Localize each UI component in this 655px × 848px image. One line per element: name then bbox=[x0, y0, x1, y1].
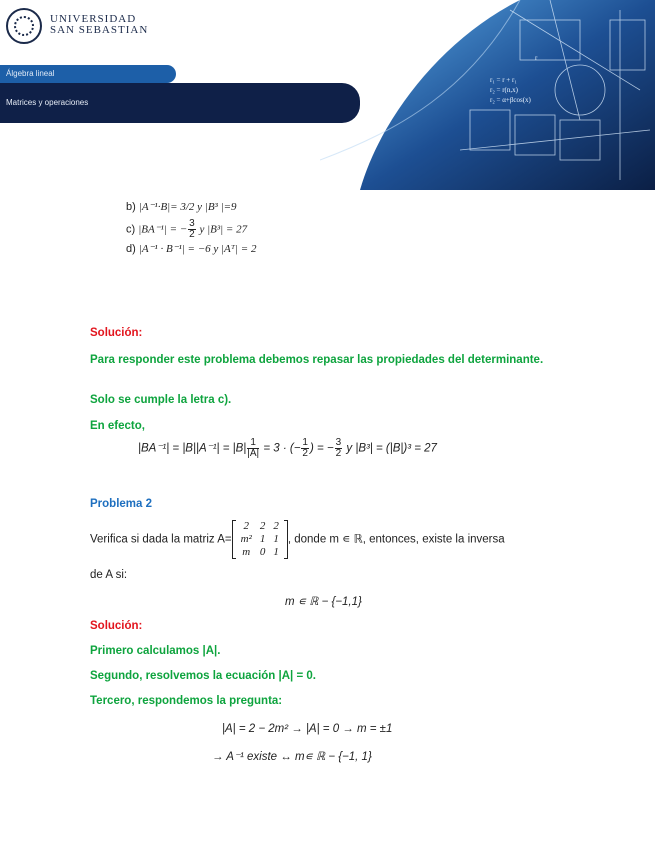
university-name-line1: UNIVERSIDAD bbox=[50, 13, 137, 25]
problem-2-text-after: , donde m ∊ ℝ, entonces, existe la inversa bbox=[287, 533, 505, 546]
page-header bbox=[0, 0, 655, 190]
university-seal-icon bbox=[6, 8, 42, 44]
option-c-expression-start: |BA⁻¹| = − bbox=[138, 223, 188, 236]
option-d bbox=[126, 242, 256, 255]
problem-2-heading: Problema 2 bbox=[90, 498, 152, 510]
matrix-A: 2 2 2 m² 1 1 m 0 1 bbox=[232, 520, 288, 559]
solution-2-step-3: Tercero, respondemos la pregunta: bbox=[90, 695, 283, 707]
problem-2-text-line2: de A si: bbox=[90, 569, 128, 581]
solution-heading-1: Solución: bbox=[90, 327, 143, 339]
svg-text:r: r bbox=[535, 54, 538, 62]
solution-1-paragraph-2: Solo se cumple la letra c). bbox=[90, 394, 232, 406]
option-c-expression-end: y |B³| = 27 bbox=[196, 223, 248, 236]
university-name-line2: SAN SEBASTIAN bbox=[50, 24, 149, 36]
solution-2-step-2: Segundo, resolvemos la ecuación |A| = 0. bbox=[90, 670, 316, 682]
problem-2-statement bbox=[90, 520, 505, 559]
university-logo bbox=[6, 8, 166, 48]
solution-2-equation-1: |A| = 2 − 2m² → |A| = 0 → m = ±1 bbox=[222, 723, 393, 735]
option-b-expression: |A⁻¹·B|= 3/2 y |B³ |=9 bbox=[138, 201, 237, 213]
option-c-label: c) bbox=[126, 223, 136, 236]
svg-text:r₂ = α+βcos(x): r₂ = α+βcos(x) bbox=[490, 96, 531, 104]
svg-text:r₂ = r(n,x): r₂ = r(n,x) bbox=[490, 86, 518, 94]
option-c bbox=[126, 219, 247, 240]
option-b bbox=[126, 200, 237, 213]
math-banner-image bbox=[320, 0, 655, 190]
option-c-fraction: $\frac{3}{2}$ bbox=[189, 218, 195, 240]
solution-1-equation: |BA⁻¹| = |B||A⁻¹| = |B| $\frac{1}{|A|}$ = 3 · (− $\frac{1}{2}$ ) = − $\frac{3}{2}$ y |B³| = (|B|)³ = 27 bbox=[138, 437, 437, 459]
solution-2-equation-2: → A⁻¹ existe ↔ m∊ ℝ − {−1, 1} bbox=[212, 751, 372, 763]
topic-bar: Matrices y operaciones bbox=[0, 83, 360, 123]
solution-2-step-1: Primero calculamos |A|. bbox=[90, 645, 221, 657]
course-bar: Álgebra lineal bbox=[0, 65, 176, 83]
problem-2-text-before: Verifica si dada la matriz A= bbox=[90, 533, 232, 546]
svg-text:r₁ = r + r₁: r₁ = r + r₁ bbox=[490, 76, 517, 84]
option-d-expression: |A⁻¹ · B⁻¹| = −6 y |Aᵀ| = 2 bbox=[138, 243, 257, 255]
solution-1-paragraph-3: En efecto, bbox=[90, 420, 145, 432]
solution-heading-2: Solución: bbox=[90, 620, 143, 632]
option-b-label: b) bbox=[126, 201, 136, 213]
solution-1-paragraph-1: Para responder este problema debemos repasar las propiedades del determinante. bbox=[90, 354, 544, 366]
option-d-label: d) bbox=[126, 243, 136, 255]
problem-2-condition: m ∊ ℝ − {−1,1} bbox=[285, 596, 362, 608]
